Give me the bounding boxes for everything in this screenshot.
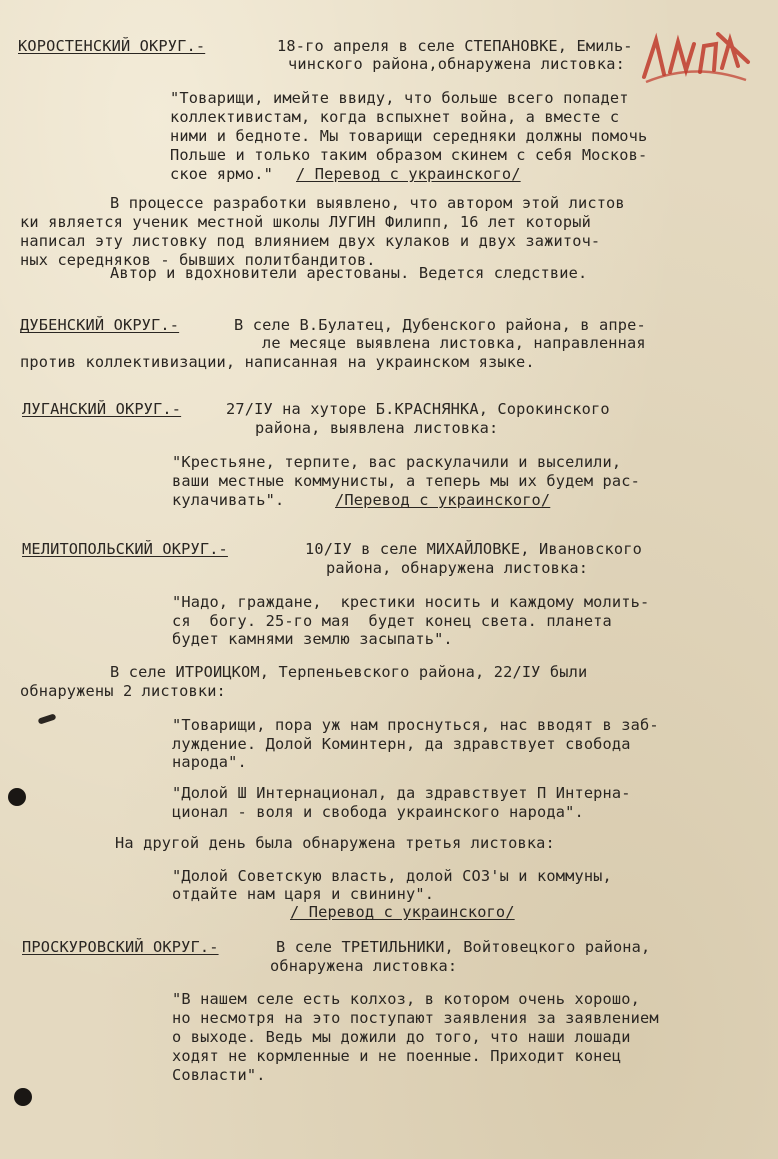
leaflet-quote-line: ся богу. 25-го мая будет конец света. планета (172, 612, 612, 630)
leaflet-quote-line: Польше и только таким образом скинем с себя Москов- (170, 146, 648, 164)
text-line: В селе В.Булатец, Дубенского района, в апре- (234, 316, 646, 334)
text-line: ле месяце выявлена листовка, направленная (262, 334, 646, 352)
district-heading-korosten: КОРОСТЕНСКИЙ ОКРУГ.- (18, 37, 206, 55)
text-line: района, обнаружена листовка: (326, 559, 589, 577)
text-line: обнаружены 2 листовки: (20, 682, 226, 700)
leaflet-quote-line: отдайте нам царя и свинину". (172, 885, 435, 903)
text-line: В селе ТРЕТИЛЬНИКИ, Войтовецкого района, (276, 938, 651, 956)
leaflet-quote-line: народа". (172, 753, 247, 771)
text-line: На другой день была обнаружена третья листовка: (115, 834, 555, 852)
text-line: обнаружена листовка: (270, 957, 458, 975)
punch-hole (8, 788, 26, 806)
text-line: 18-го апреля в селе СТЕПАНОВКЕ, Емиль- (277, 37, 633, 55)
text-line: В процессе разработки выявлено, что автором этой листов (110, 194, 625, 212)
punch-hole (14, 1088, 32, 1106)
leaflet-quote-line: "Долой Ш Интернационал, да здравствует П Интерна- (172, 784, 631, 802)
district-heading-dubno: ДУБЕНСКИЙ ОКРУГ.- (20, 316, 180, 334)
translation-note: /Перевод с украинского/ (335, 491, 551, 509)
leaflet-quote-line: луждение. Долой Коминтерн, да здравствует свобода (172, 735, 631, 753)
red-stamp-mark (634, 22, 754, 92)
text-line: В селе ИТРОИЦКОМ, Терпеньевского района, 22/IУ были (110, 663, 588, 681)
leaflet-quote-line: "В нашем селе есть колхоз, в котором очень хорошо, (172, 990, 640, 1008)
leaflet-quote-line: ними и бедноте. Мы товарищи середняки должны помочь (170, 127, 648, 145)
leaflet-quote-line: но несмотря на это поступают заявления за заявлением (172, 1009, 659, 1027)
leaflet-quote-line: коллективистам, когда вспыхнет война, а вместе с (170, 108, 620, 126)
text-line: чинского района,обнаружена листовка: (288, 55, 625, 73)
leaflet-quote-line: ское ярмо." (170, 165, 273, 183)
leaflet-quote-line: "Долой Советскую власть, долой СОЗ'ы и коммуны, (172, 867, 612, 885)
text-line: ки является ученик местной школы ЛУГИН Филипп, 16 лет который (20, 213, 591, 231)
text-line: 27/IУ на хуторе Б.КРАСНЯНКА, Сорокинского (226, 400, 610, 418)
text-line: ных середняков - бывших политбандитов. (20, 251, 376, 269)
text-line: против коллективизации, написанная на украинском языке. (20, 353, 535, 371)
leaflet-quote-line: Совласти". (172, 1066, 266, 1084)
translation-note: / Перевод с украинского/ (290, 903, 515, 921)
ink-mark (38, 713, 57, 724)
district-heading-melitopol: МЕЛИТОПОЛЬСКИЙ ОКРУГ.- (22, 540, 228, 558)
leaflet-quote-line: "Товарищи, имейте ввиду, что больше всего попадет (170, 89, 629, 107)
leaflet-quote-line: "Крестьяне, терпите, вас раскулачили и выселили, (172, 453, 622, 471)
leaflet-quote-line: будет камнями землю засыпать". (172, 630, 453, 648)
leaflet-quote-line: "Товарищи, пора уж нам проснуться, нас вводят в заб- (172, 716, 659, 734)
leaflet-quote-line: о выходе. Ведь мы дожили до того, что наши лошади (172, 1028, 631, 1046)
leaflet-quote-line: ваши местные коммунисты, а теперь мы их будем рас- (172, 472, 640, 490)
leaflet-quote-line: ционал - воля и свобода украинского народа". (172, 803, 584, 821)
text-line: 10/IУ в селе МИХАЙЛОВКЕ, Ивановского (305, 540, 642, 558)
leaflet-quote-line: кулачивать". (172, 491, 285, 509)
leaflet-quote-line: "Надо, граждане, крестики носить и каждому молить- (172, 593, 650, 611)
text-line: Автор и вдохновители арестованы. Ведется следствие. (110, 264, 588, 282)
district-heading-lugansk: ЛУГАНСКИЙ ОКРУГ.- (22, 400, 182, 418)
translation-note: / Перевод с украинского/ (296, 165, 521, 183)
leaflet-quote-line: ходят не кормленные и не поенные. Приходит конец (172, 1047, 622, 1065)
district-heading-proskurov: ПРОСКУРОВСКИЙ ОКРУГ.- (22, 938, 219, 956)
text-line: района, выявлена листовка: (255, 419, 499, 437)
text-line: написал эту листовку под влиянием двух кулаков и двух зажиточ- (20, 232, 601, 250)
